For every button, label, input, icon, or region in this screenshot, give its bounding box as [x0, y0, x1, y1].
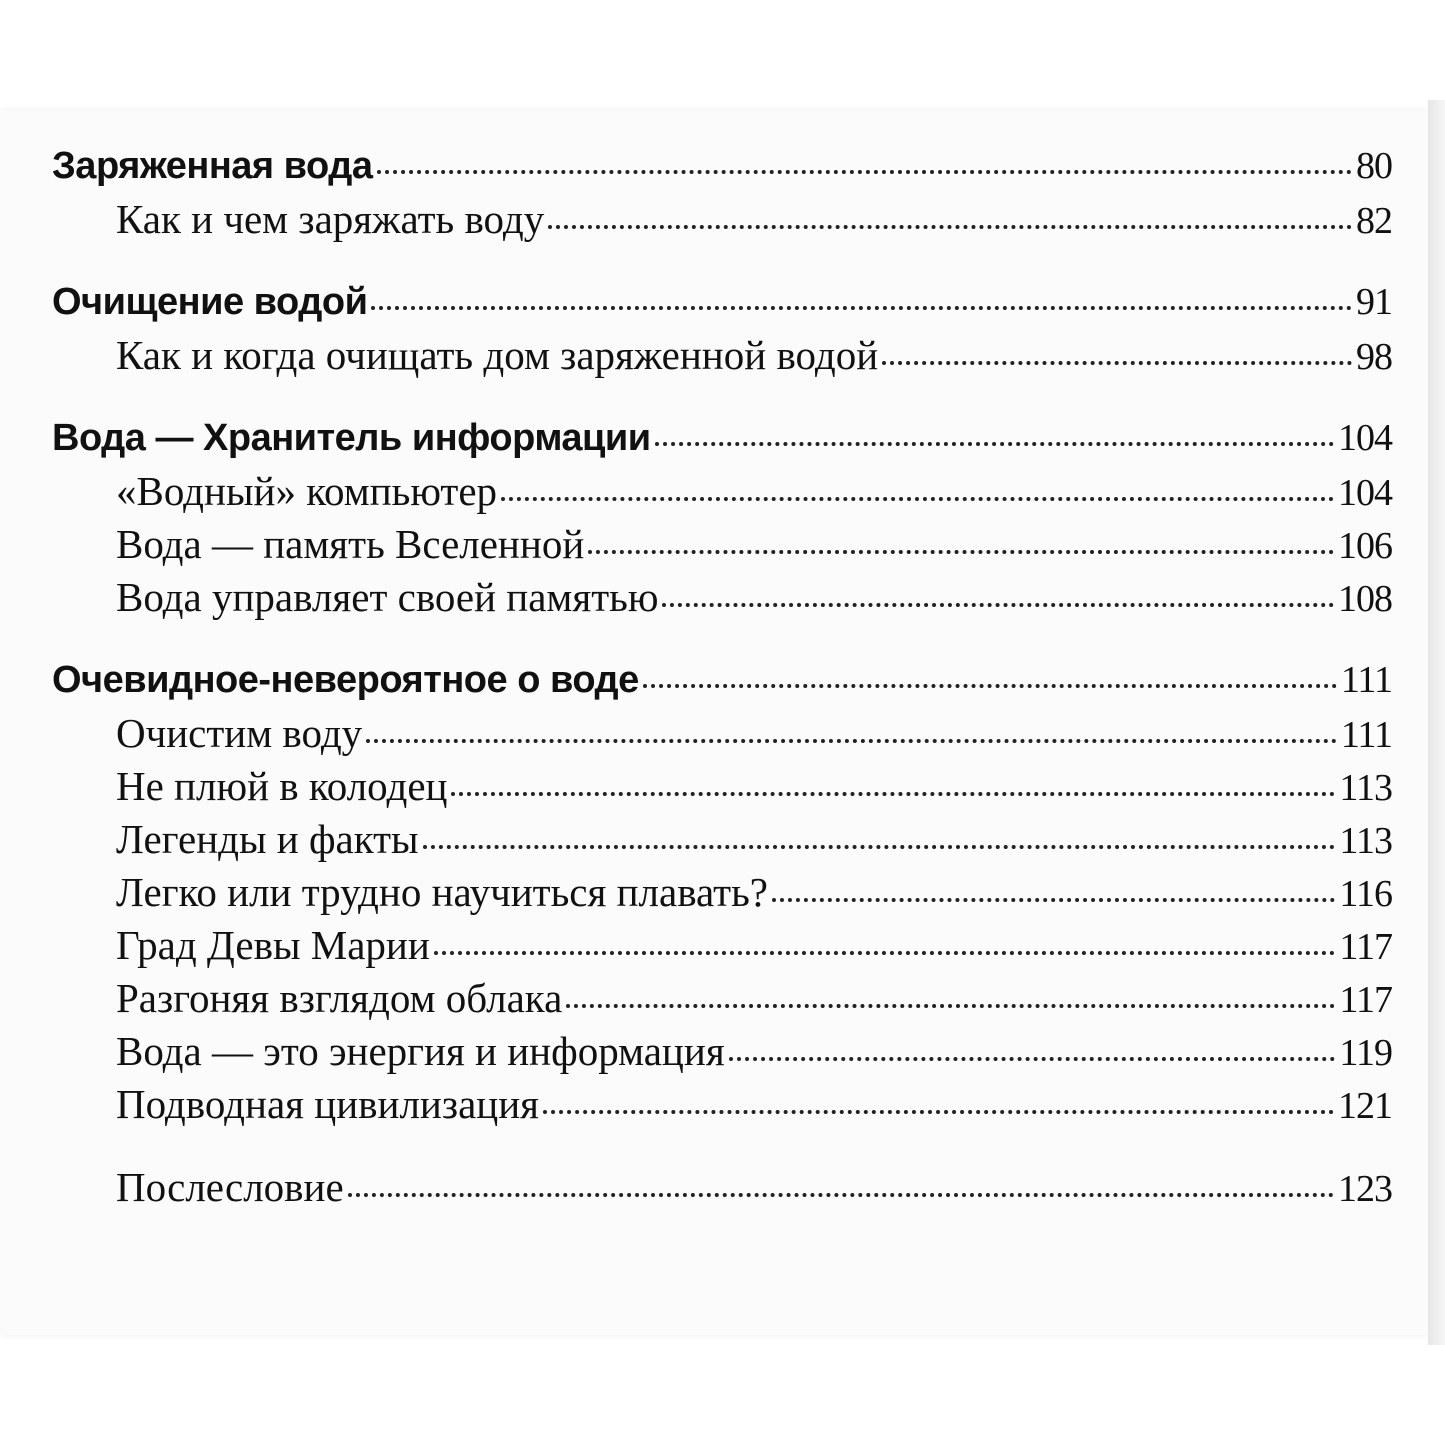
toc-entry: [52, 760, 1392, 813]
table-of-contents: [52, 140, 1392, 1214]
toc-chapter: [52, 654, 1392, 707]
toc-entry-title: Подводная цивилизация: [116, 1081, 540, 1127]
toc-entry-title: Легко или трудно научиться плавать?: [116, 869, 768, 915]
toc-page-number: 104: [1338, 417, 1392, 459]
toc-chapter-title: Очевидное-невероятное о воде: [52, 659, 639, 701]
toc-page-number: 117: [1339, 926, 1392, 968]
toc-entry: [52, 193, 1392, 246]
toc-page-number: 98: [1356, 336, 1392, 378]
toc-entry-title: Разгоняя взглядом облака: [116, 975, 563, 1021]
dot-leader: [366, 733, 1337, 743]
toc-page-number: 119: [1339, 1032, 1392, 1074]
toc-entry-title: Послесловие: [116, 1164, 344, 1210]
toc-chapter-title: Заряженная вода: [52, 145, 373, 187]
toc-entry: [52, 919, 1392, 972]
dot-leader: [377, 164, 1353, 174]
toc-page-number: 113: [1339, 820, 1392, 862]
dot-leader: [566, 998, 1335, 1008]
toc-entry: [52, 571, 1392, 624]
toc-entry: [52, 813, 1392, 866]
toc-entry: [52, 1025, 1392, 1078]
toc-entry: [52, 972, 1392, 1025]
dot-leader: [423, 839, 1336, 849]
toc-chapter-title: Очищение водой: [52, 281, 368, 323]
toc-page-number: 116: [1339, 873, 1392, 915]
toc-entry: [52, 465, 1392, 518]
dot-leader: [501, 491, 1334, 501]
toc-entry: [52, 518, 1392, 571]
toc-entry-title: Не плюй в колодец: [116, 763, 448, 809]
toc-page-number: 111: [1340, 659, 1392, 701]
toc-entry: [52, 866, 1392, 919]
toc-chapter: [52, 412, 1392, 465]
toc-entry-title: Вода — это энергия и информация: [116, 1028, 725, 1074]
toc-entry-title: Очистим воду: [116, 710, 363, 756]
dot-leader: [348, 1187, 1334, 1197]
toc-chapter-title: Вода — Хранитель информации: [52, 417, 651, 459]
dot-leader: [729, 1051, 1336, 1061]
toc-page-number: 108: [1338, 578, 1392, 620]
toc-entry-title: Вода управляет своей памятью: [116, 574, 659, 620]
toc-chapter: [52, 276, 1392, 329]
toc-entry-title: Как и когда очищать дом заряженной водой: [116, 332, 879, 378]
dot-leader: [643, 678, 1337, 688]
toc-page-number: 106: [1338, 525, 1392, 567]
toc-page-number: 80: [1356, 145, 1392, 187]
dot-leader: [543, 1104, 1334, 1114]
toc-page-number: 91: [1356, 281, 1392, 323]
dot-leader: [662, 597, 1334, 607]
dot-leader: [434, 945, 1336, 955]
toc-page-number: 82: [1356, 200, 1392, 242]
toc-entry-title: Вода — память Вселенной: [116, 521, 585, 567]
toc-entry: [52, 1078, 1392, 1131]
dot-leader: [588, 544, 1334, 554]
toc-page-number: 104: [1338, 472, 1392, 514]
toc-entry-title: «Водный» компьютер: [116, 468, 498, 514]
toc-page-number: 123: [1338, 1168, 1392, 1210]
toc-page-number: 113: [1339, 767, 1392, 809]
toc-entry: [52, 707, 1392, 760]
toc-entry: [52, 329, 1392, 382]
toc-entry-title: Град Девы Марии: [116, 922, 430, 968]
dot-leader: [451, 786, 1335, 796]
toc-page-number: 117: [1339, 979, 1392, 1021]
toc-entry-title: Легенды и факты: [116, 816, 419, 862]
toc-page-number: 111: [1340, 714, 1392, 756]
dot-leader: [882, 355, 1352, 365]
toc-afterword: [52, 1161, 1392, 1214]
dot-leader: [772, 892, 1335, 902]
toc-entry-title: Как и чем заряжать воду: [116, 196, 545, 242]
dot-leader: [548, 219, 1352, 229]
dot-leader: [371, 300, 1352, 310]
toc-page-number: 121: [1338, 1085, 1392, 1127]
dot-leader: [655, 436, 1334, 446]
toc-chapter: [52, 140, 1392, 193]
page-edge: [1428, 100, 1445, 1345]
